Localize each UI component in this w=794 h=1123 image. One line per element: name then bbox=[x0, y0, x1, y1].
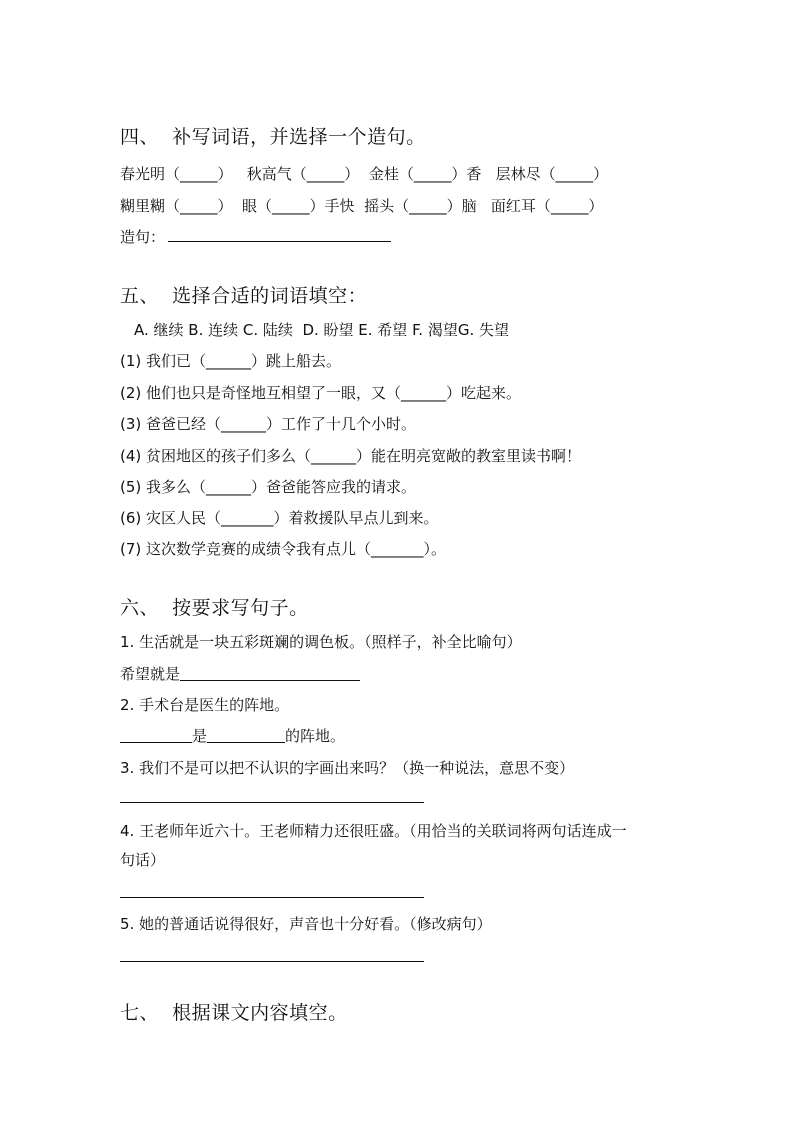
fill-item-5: (5) 我多么（______）爸爸能答应我的请求。 bbox=[120, 478, 417, 496]
question-1-blank bbox=[180, 664, 360, 681]
question-1-answer bbox=[120, 664, 360, 684]
question-1: 1. 生活就是一块五彩斑斓的调色板。（照样子，补全比喻句） bbox=[120, 633, 522, 651]
question-2-mid: 是 bbox=[192, 727, 208, 745]
sentence-answer-line bbox=[168, 241, 391, 242]
fill-item-1: (1) 我们已（______）跳上船去。 bbox=[120, 352, 342, 370]
question-3-answer-line bbox=[120, 802, 424, 803]
question-3: 3. 我们不是可以把不认识的字画出来吗？（换一种说法，意思不变） bbox=[120, 759, 575, 777]
section-5-title: 五、 选择合适的词语填空： bbox=[120, 285, 368, 307]
fill-item-4: (4) 贫困地区的孩子们多么（______）能在明亮宽敞的教室里读书啊！ bbox=[120, 447, 582, 465]
question-5: 5. 她的普通话说得很好，声音也十分好看。（修改病句） bbox=[120, 915, 492, 933]
section-6-title: 六、 按要求写句子。 bbox=[120, 597, 309, 619]
section-4-title: 四、 补写词语，并选择一个造句。 bbox=[120, 126, 426, 148]
section-4-row-2: 糊里糊（_____） 眼（_____）手快 摇头（_____）脑 面红耳（_____） bbox=[120, 197, 604, 215]
question-5-answer-line bbox=[120, 961, 424, 962]
section-4-row-1: 春光明（_____） 秋高气（_____） 金桂（_____）香 层林尽（_____） bbox=[120, 165, 609, 183]
question-2-answer bbox=[120, 726, 345, 746]
fill-item-6: (6) 灾区人民（_______）着救援队早点儿到来。 bbox=[120, 509, 439, 527]
question-2-blank-1 bbox=[120, 726, 192, 743]
question-4-answer-line bbox=[120, 897, 424, 898]
fill-item-7: (7) 这次数学竞赛的成绩令我有点儿（_______）。 bbox=[120, 540, 447, 558]
question-2-end: 的阵地。 bbox=[285, 727, 346, 745]
question-4-line-1: 4. 王老师年近六十。王老师精力还很旺盛。（用恰当的关联词将两句话连成一 bbox=[120, 822, 627, 840]
word-options: A. 继续 B. 连续 C. 陆续 D. 盼望 E. 希望 F. 渴望G. 失望 bbox=[134, 321, 509, 339]
question-2-blank-2 bbox=[207, 726, 285, 743]
question-1-prefix: 希望就是 bbox=[120, 665, 181, 683]
section-7-title: 七、 根据课文内容填空。 bbox=[120, 1002, 348, 1024]
fill-item-2: (2) 他们也只是奇怪地互相望了一眼，又（______）吃起来。 bbox=[120, 384, 522, 402]
sentence-label: 造句： bbox=[120, 228, 166, 246]
fill-item-3: (3) 爸爸已经（______）工作了十几个小时。 bbox=[120, 415, 417, 433]
question-4-line-2: 句话） bbox=[120, 851, 166, 869]
question-2: 2. 手术台是医生的阵地。 bbox=[120, 696, 290, 714]
